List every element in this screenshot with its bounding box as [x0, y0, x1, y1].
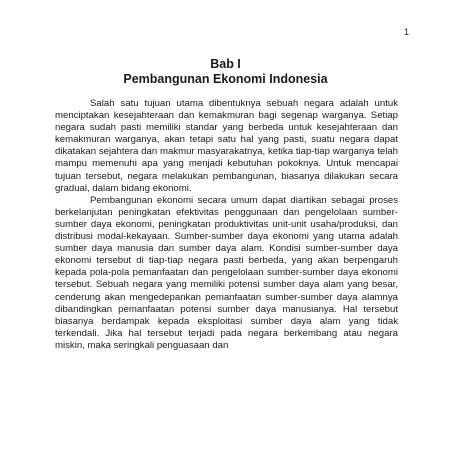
chapter-label: Bab I	[210, 57, 241, 71]
paragraph: Pembangunan ekonomi secara umum dapat diartikan sebagai proses berkelanjutan peningkatan efektivitas penggunaan dan pengelolaan sumber-sumber daya ekonomi, peningkatan produktivitas unit-unit usaha/produksi, dan distribusi modal-kekayaan. Sumber-sumber daya ekonomi yang utama adalah sumber daya manusia dan sumber daya alam. Kondisi sumber-sumber daya ekonomi tersebut di tiap-tiap negara pasti berbeda, yang akan berpengaruh kepada pola-pola pemanfaatan dan pengelolaan sumber-sumber daya ekonomi tersebut. Sebuah negara yang memiliki potensi sumber daya alam yang besar, cenderung akan mengedepankan pemanfaatan sumber-sumber daya alamnya dibandingkan pemanfaatan potensi sumber daya manusianya. Hal tersebut biasanya berdampak kepada eksploitasi sumber daya alam yang tidak terkendali. Jika hal tersebut terjadi pada negara berkembang atau negara miskin, maka seringkali penguasaan dan	[55, 194, 398, 351]
page-number: 1	[403, 27, 409, 37]
paragraph: Salah satu tujuan utama dibentuknya sebuah negara adalah untuk menciptakan kesejahteraan dan kemakmuran bagi segenap warganya. Setiap negara sudah pasti memiliki standar yang berbeda untuk kesejahteraan dan kemakmuran warganya, akan tetapi satu hal yang pasti, suatu negara dapat dikatakan sejahtera dan makmur masyarakatnya, ketika tiap-tiap warganya telah mampu memenuhi apa yang menjadi kebutuhan pokoknya. Untuk mencapai tujuan tersebut, negara melakukan pembangunan, biasanya dilakukan secara gradual, dalam bidang ekonomi.	[55, 98, 398, 194]
chapter-title: Pembangunan Ekonomi Indonesia	[123, 72, 328, 86]
body-text	[55, 98, 398, 352]
